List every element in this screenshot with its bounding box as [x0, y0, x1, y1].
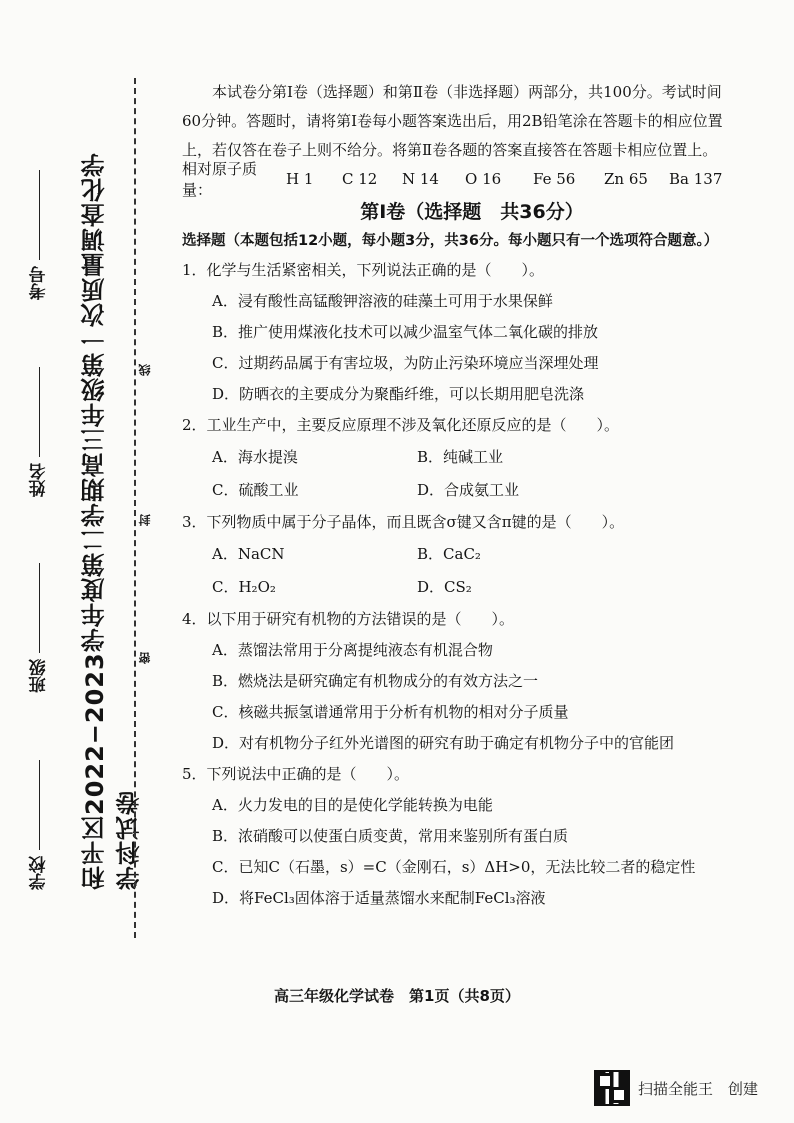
- name-field[interactable]: 姓名: [27, 367, 52, 497]
- question-stem: 2．工业生产中，主要反应原理不涉及氧化还原反应的是（ ）。: [182, 416, 620, 434]
- option-a[interactable]: A．火力发电的目的是使化学能转换为电能: [212, 796, 493, 814]
- intro-line-3: 上，若仅答在卷子上则不给分。将第Ⅱ卷各题的答案直接答在答题卡相应位置上。: [182, 141, 718, 159]
- option-b[interactable]: B．推广使用煤液化技术可以减少温室气体二氧化碳的排放: [212, 323, 599, 341]
- option-a[interactable]: A．海水提溴: [212, 448, 298, 466]
- intro-line-2: 60分钟。答题时，请将第Ⅰ卷每小题答案选出后，用2B铅笔涂在答题卡的相应位置: [182, 112, 723, 130]
- section-title: 第Ⅰ卷（选择题 共36分）: [360, 201, 584, 223]
- option-d[interactable]: D．CS₂: [417, 578, 472, 596]
- question-4: [182, 606, 762, 759]
- question-stem: 5．下列说法中正确的是（ ）。: [182, 765, 410, 783]
- exam-content: [182, 78, 762, 916]
- option-c[interactable]: C．核磁共振氢谱通常用于分析有机物的相对分子质量: [212, 703, 569, 721]
- exam-title-vertical: 和平区2022−2023学年度第二学期高三年级第一次质量调查化学学科试卷: [81, 152, 144, 890]
- intro-line-1: 本试卷分第Ⅰ卷（选择题）和第Ⅱ卷（非选择题）两部分，共100分。考试时间: [212, 83, 722, 101]
- mass-zn: Zn 65: [604, 170, 648, 188]
- option-b[interactable]: B．浓硝酸可以使蛋白质变黄，常用来鉴别所有蛋白质: [212, 827, 569, 845]
- option-d[interactable]: D．对有机物分子红外光谱图的研究有助于确定有机物分子中的官能团: [212, 734, 675, 752]
- option-c[interactable]: C．H₂O₂: [212, 578, 276, 596]
- option-d[interactable]: D．将FeCl₃固体溶于适量蒸馏水来配制FeCl₃溶液: [212, 889, 546, 907]
- option-c[interactable]: C．硫酸工业: [212, 481, 299, 499]
- mass-ba: Ba 137: [669, 170, 723, 188]
- option-c[interactable]: C．过期药品属于有害垃圾，为防止污染环境应当深埋处理: [212, 354, 599, 372]
- question-1: [182, 257, 762, 410]
- question-5: [182, 761, 762, 914]
- question-stem: 4．以下用于研究有机物的方法错误的是（ ）。: [182, 610, 515, 628]
- mass-o: O 16: [465, 170, 502, 188]
- option-c[interactable]: C．已知C（石墨，s）=C（金刚石，s）ΔH>0，无法比较二者的稳定性: [212, 858, 696, 876]
- mass-h: H 1: [286, 170, 314, 188]
- cut-word-line: 线: [138, 364, 152, 376]
- student-info-fields: [26, 170, 52, 890]
- option-d[interactable]: D．合成氨工业: [417, 481, 520, 499]
- option-a[interactable]: A．浸有酸性高锰酸钾溶液的硅藻土可用于水果保鲜: [212, 292, 553, 310]
- exam-number-field[interactable]: 考号: [27, 170, 52, 300]
- exam-instructions: [182, 78, 762, 199]
- cut-word-seal: 密: [138, 652, 152, 664]
- cut-word-close: 封: [138, 514, 152, 526]
- question-2: [182, 412, 762, 507]
- scanner-watermark: [594, 1070, 758, 1106]
- atomic-masses: [182, 160, 762, 199]
- option-a[interactable]: A．NaCN: [212, 545, 285, 563]
- class-field[interactable]: 班级: [27, 563, 52, 693]
- section-instruction: 选择题（本题包括12小题，每小题3分，共36分。每小题只有一个选项符合题意。）: [182, 233, 719, 249]
- question-stem: 1．化学与生活紧密相关，下列说法正确的是（ ）。: [182, 261, 545, 279]
- mass-n: N 14: [402, 170, 439, 188]
- mass-fe: Fe 56: [533, 170, 576, 188]
- binding-cut-line: [134, 78, 136, 938]
- option-d[interactable]: D．防晒衣的主要成分为聚酯纤维，可以长期用肥皂洗涤: [212, 385, 585, 403]
- option-b[interactable]: B．燃烧法是研究确定有机物成分的有效方法之一: [212, 672, 539, 690]
- question-stem: 3．下列物质中属于分子晶体，而且既含σ键又含π键的是（ ）。: [182, 513, 625, 531]
- school-field[interactable]: 学校: [27, 760, 52, 890]
- page-footer: 高三年级化学试卷 第1页（共8页）: [274, 987, 520, 1005]
- scanner-label: 扫描全能王 创建: [638, 1079, 759, 1098]
- option-b[interactable]: B．CaC₂: [417, 545, 481, 563]
- option-a[interactable]: A．蒸馏法常用于分离提纯液态有机混合物: [212, 641, 493, 659]
- mass-c: C 12: [342, 170, 378, 188]
- qr-code-icon: [594, 1070, 630, 1106]
- question-3: [182, 509, 762, 604]
- option-b[interactable]: B．纯碱工业: [417, 448, 504, 466]
- atomic-masses-label: 相对原子质量：: [182, 160, 258, 199]
